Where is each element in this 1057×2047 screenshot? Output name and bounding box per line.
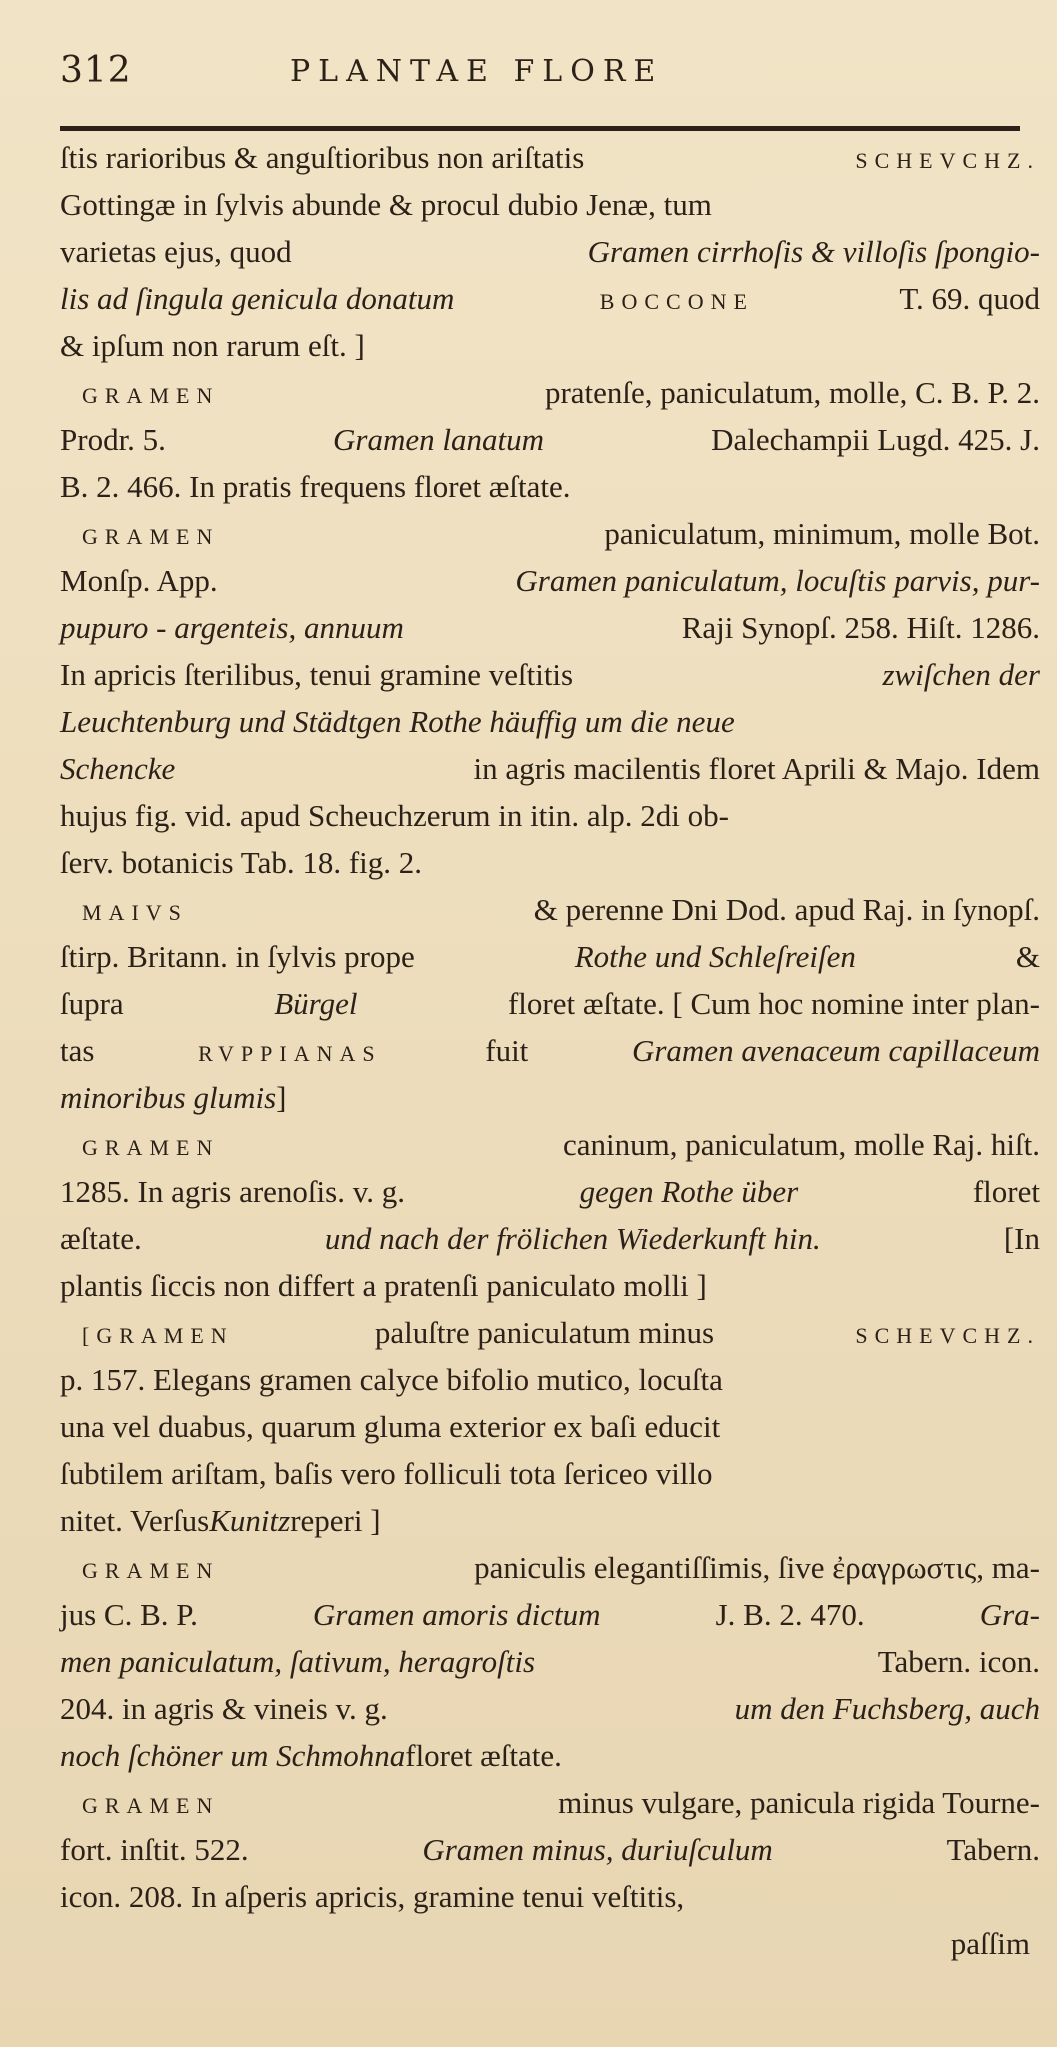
text-segment: MAIVS (82, 900, 188, 925)
text-segment: Rothe und Schleſreiſen (574, 939, 856, 974)
text-segment: floret æſtate. (405, 1738, 562, 1773)
text-line (60, 1644, 1040, 1691)
text-line (60, 1268, 1040, 1315)
text-segment: Kunitz (209, 1503, 291, 1538)
text-line (60, 892, 1040, 939)
text-segment: SCHEVCHZ. (855, 148, 1040, 173)
text-segment: Gottingæ in ſylvis abunde & procul dubio Jenæ, tum (60, 187, 712, 222)
text-segment: ſubtilem ariſtam, baſis vero folliculi tota ſericeo villo (60, 1456, 713, 1491)
text-line (60, 422, 1040, 469)
text-segment: tas (60, 1033, 95, 1068)
text-segment: Prodr. 5. (60, 422, 166, 457)
text-line (60, 1127, 1040, 1174)
text-segment: icon. 208. In aſperis apricis, gramine tenui veſtitis, (60, 1879, 685, 1914)
text-segment: 1285. In agris arenoſis. v. g. (60, 1174, 405, 1209)
text-segment: fort. inſtit. 522. (60, 1832, 249, 1867)
header-rule (60, 126, 1020, 131)
text-line (60, 1174, 1040, 1221)
text-line (60, 1362, 1040, 1409)
text-segment: Schencke (60, 751, 176, 786)
text-segment: in agris macilentis floret Aprili & Majo. Idem (473, 751, 1040, 786)
text-segment: plantis ſiccis non differt a pratenſi paniculato molli ] (60, 1268, 707, 1303)
text-line (60, 563, 1040, 610)
text-segment: BOCCONE (599, 289, 754, 314)
text-segment: jus C. B. P. (60, 1597, 198, 1632)
text-segment: GRAMEN (82, 1793, 220, 1818)
text-segment: pratenſe, paniculatum, molle, C. B. P. 2. (544, 375, 1040, 410)
text-segment: Raji Synopſ. 258. Hiſt. 1286. (681, 610, 1040, 645)
text-segment: nitet. Verſus (60, 1503, 210, 1538)
text-segment: Gramen lanatum (333, 422, 544, 457)
text-segment: noch ſchöner um Schmohna (60, 1738, 406, 1773)
text-segment: J. B. 2. 470. (715, 1597, 865, 1632)
text-segment: RVPPIANAS (198, 1041, 382, 1066)
text-segment: fuit (485, 1033, 529, 1068)
text-segment: Tabern. (946, 1832, 1040, 1867)
text-segment: Gramen paniculatum, locuſtis parvis, pur- (515, 563, 1040, 598)
text-line (60, 657, 1040, 704)
text-line (60, 845, 1040, 892)
running-title: PLANTAE FLORE (290, 54, 664, 89)
text-segment: & perenne Dni Dod. apud Raj. in ſynopſ. (533, 892, 1040, 927)
text-segment: [GRAMEN (82, 1323, 234, 1348)
text-segment: B. 2. 466. In pratis frequens floret æſtate. (60, 469, 571, 504)
text-body (60, 140, 1040, 1973)
text-segment: SCHEVCHZ. (855, 1323, 1040, 1348)
text-line (60, 1456, 1040, 1503)
text-line (60, 1691, 1040, 1738)
text-segment: varietas ejus, quod (60, 234, 292, 269)
text-line (60, 1315, 1040, 1362)
text-segment: reperi ] (290, 1503, 381, 1538)
text-line (60, 516, 1040, 563)
text-segment: paſſim (950, 1926, 1030, 1961)
text-line (60, 187, 1040, 234)
text-line (60, 798, 1040, 845)
text-segment: & (1015, 939, 1040, 974)
text-segment: gegen Rothe über (579, 1174, 799, 1209)
text-line (60, 1597, 1040, 1644)
text-segment: GRAMEN (82, 1135, 220, 1160)
text-segment: zwiſchen der (882, 657, 1040, 692)
text-line (60, 1926, 1040, 1973)
text-segment: ſtis rarioribus & anguſtioribus non ariſtatis (60, 140, 585, 175)
text-segment: GRAMEN (82, 524, 220, 549)
text-line (60, 986, 1040, 1033)
text-line (60, 375, 1040, 422)
text-line (60, 1033, 1040, 1080)
text-segment: Gramen minus, duriuſculum (422, 1832, 773, 1867)
text-segment: pupuro - argenteis, annuum (60, 610, 404, 645)
text-segment: Gramen cirrhoſis & villoſis ſpongio- (587, 234, 1040, 269)
text-line (60, 1409, 1040, 1456)
text-line (60, 704, 1040, 751)
text-line (60, 1832, 1040, 1879)
text-segment: Tabern. icon. (877, 1644, 1040, 1679)
text-segment: hujus fig. vid. apud Scheuchzerum in itin. alp. 2di ob- (60, 798, 729, 833)
text-segment: In apricis ſterilibus, tenui gramine veſtitis (60, 657, 574, 692)
text-segment: 204. in agris & vineis v. g. (60, 1691, 388, 1726)
text-line (60, 281, 1040, 328)
text-segment: [In (1003, 1221, 1040, 1256)
text-segment: lis ad ſingula genicula donatum (60, 281, 455, 316)
text-segment: minoribus glumis (60, 1080, 277, 1115)
text-segment: und nach der frölichen Wiederkunft hin. (324, 1221, 821, 1256)
text-segment: Leuchtenburg und Städtgen Rothe häuffig um die neue (60, 704, 735, 739)
text-segment: floret æſtate. [ Cum hoc nomine inter plan- (507, 986, 1040, 1021)
text-line (60, 469, 1040, 516)
text-segment: p. 157. Elegans gramen calyce bifolio mutico, locuſta (60, 1362, 723, 1397)
text-line (60, 328, 1040, 375)
text-segment: ] (276, 1080, 287, 1115)
text-segment: GRAMEN (82, 1558, 220, 1583)
text-line (60, 234, 1040, 281)
text-line (60, 1738, 1040, 1785)
text-segment: um den Fuchsberg, auch (734, 1691, 1040, 1726)
text-segment: floret (972, 1174, 1040, 1209)
text-segment: T. 69. quod (899, 281, 1040, 316)
text-line (60, 1503, 1040, 1550)
text-segment: caninum, paniculatum, molle Raj. hiſt. (563, 1127, 1040, 1162)
text-segment: Gramen avenaceum capillaceum (631, 1033, 1040, 1068)
text-line (60, 610, 1040, 657)
text-segment: æſtate. (60, 1221, 142, 1256)
text-segment: Dalechampii Lugd. 425. J. (711, 422, 1040, 457)
text-segment: minus vulgare, panicula rigida Tourne- (558, 1785, 1040, 1820)
text-line (60, 1080, 1040, 1127)
text-segment: paniculis elegantiſſimis, ſive ἐραγρωστις, ma- (474, 1550, 1040, 1585)
text-segment: una vel duabus, quarum gluma exterior ex baſi educit (60, 1409, 721, 1444)
text-segment: men paniculatum, ſativum, heragroſtis (60, 1644, 536, 1679)
text-segment: & ipſum non rarum eſt. ] (60, 328, 365, 363)
page-header (60, 50, 1017, 110)
text-line (60, 751, 1040, 798)
text-segment: ſtirp. Britann. in ſylvis prope (60, 939, 415, 974)
text-segment: Gramen amoris dictum (312, 1597, 601, 1632)
text-line (60, 140, 1040, 187)
text-segment: ſerv. botanicis Tab. 18. fig. 2. (60, 845, 423, 880)
text-segment: GRAMEN (82, 383, 220, 408)
page-number: 312 (60, 50, 132, 91)
text-segment: Monſp. App. (60, 563, 218, 598)
text-segment: paniculatum, minimum, molle Bot. (604, 516, 1040, 551)
text-segment: Bürgel (274, 986, 358, 1021)
text-line (60, 1879, 1040, 1926)
text-line (60, 1550, 1040, 1597)
text-segment: ſupra (60, 986, 124, 1021)
text-line (60, 939, 1040, 986)
text-line (60, 1221, 1040, 1268)
text-line (60, 1785, 1040, 1832)
text-segment: Gra- (979, 1597, 1040, 1632)
text-segment: paluſtre paniculatum minus (374, 1315, 715, 1350)
